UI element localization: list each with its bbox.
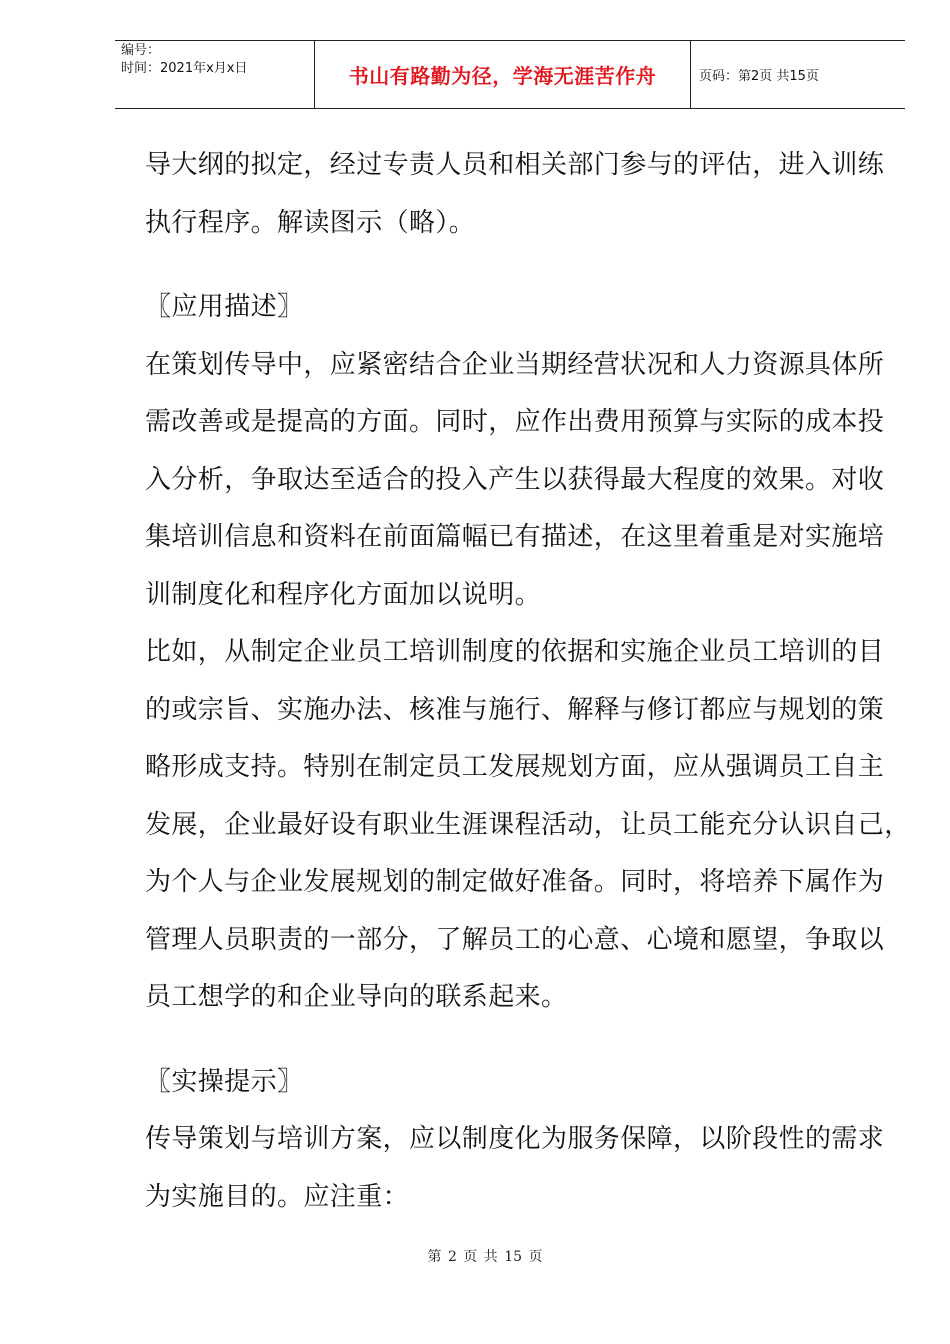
document-body — [145, 137, 911, 1226]
text-line: 管理人员职责的一部分，了解员工的心意、心境和愿望，争取以 — [145, 924, 885, 955]
text-line: 集培训信息和资料在前面篇幅已有描述，在这里着重是对实施培 — [145, 522, 885, 552]
paragraph-3 — [145, 624, 911, 1027]
section-heading-practice: 〖实操提示〗 — [145, 1066, 304, 1097]
text-line: 执行程序。解读图示（略）。 — [145, 207, 476, 238]
text-line: 略形成支持。特别在制定员工发展规划方面，应从强调员工自主 — [145, 752, 885, 782]
text-line: 传导策划与培训方案，应以制度化为服务保障，以阶段性的需求 — [145, 1124, 885, 1154]
text-line: 需改善或是提高的方面。同时，应作出费用预算与实际的成本投 — [145, 407, 885, 437]
text-line: 在策划传导中，应紧密结合企业当期经营状况和人力资源具体所 — [145, 349, 885, 380]
header-page-info: 页码：第2页 共15页 — [699, 69, 819, 84]
text-line: 员工想学的和企业导向的联系起来。 — [145, 982, 568, 1012]
section-heading-application: 〖应用描述〗 — [145, 292, 304, 322]
paragraph-4 — [145, 1111, 885, 1226]
paragraph-2 — [145, 337, 885, 625]
text-line: 训制度化和程序化方面加以说明。 — [145, 579, 542, 610]
header-motto: 书山有路勤为径，学海无涯苦作舟 — [315, 41, 691, 108]
text-line: 为实施目的。应注重： — [145, 1181, 410, 1212]
document-number-label: 编号： — [121, 43, 161, 58]
text-line: 发展，企业最好设有职业生涯课程活动，让员工能充分认识自己， — [145, 809, 911, 840]
header-meta — [115, 41, 315, 108]
paragraph-1 — [145, 137, 885, 252]
document-time: 时间：2021年x月x日 — [121, 61, 248, 76]
text-line: 导大纲的拟定，经过专责人员和相关部门参与的评估，进入训练 — [145, 150, 885, 180]
page-footer: 第 2 页 共 15 页 — [427, 1249, 543, 1265]
text-line: 入分析，争取达至适合的投入产生以获得最大程度的效果。对收 — [145, 464, 885, 495]
page-header — [115, 40, 905, 109]
text-line: 为个人与企业发展规划的制定做好准备。同时，将培养下属作为 — [145, 867, 885, 897]
text-line: 的或宗旨、实施办法、核准与施行、解释与修订都应与规划的策 — [145, 694, 885, 725]
text-line: 比如，从制定企业员工培训制度的依据和实施企业员工培训的目 — [145, 637, 885, 667]
